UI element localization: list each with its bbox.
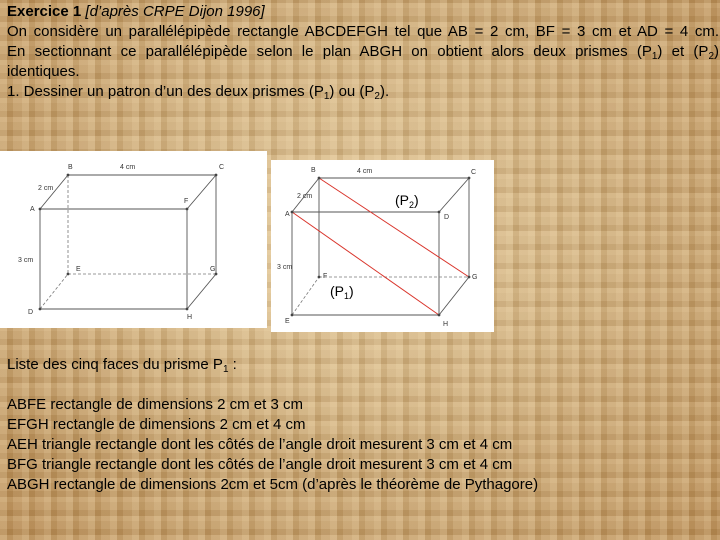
- vertex-label-E: E: [285, 318, 290, 325]
- prism-label-P2-close: ): [414, 192, 419, 208]
- edge-AB: [40, 175, 68, 209]
- sectioned-cuboid-drawing: [271, 160, 494, 332]
- face-item: BFG triangle rectangle dont les côtés de l’angle droit mesurent 3 cm et 4 cm: [7, 456, 513, 473]
- vertex-label-B: B: [311, 167, 316, 174]
- dimension-top: 4 cm: [357, 168, 373, 175]
- prism-label-P1-open: (P: [330, 283, 344, 299]
- exercise-number: Exercice 1: [7, 3, 82, 20]
- statement-line-2-part-a: En sectionnant ce parallélépipède selon le plan ABGH on obtient alors deux prismes (P: [7, 43, 652, 60]
- vertex-label-B: B: [68, 164, 73, 171]
- prism-label-P2: [395, 192, 419, 210]
- cuboid-drawing: [0, 151, 267, 328]
- faces-list: [7, 395, 719, 495]
- dimension-height: 3 cm: [277, 264, 293, 271]
- face-item: AEH triangle rectangle dont les côtés de l’angle droit mesurent 3 cm et 4 cm: [7, 436, 513, 453]
- dimension-top: 4 cm: [120, 164, 136, 171]
- exercise-statement: [7, 2, 719, 102]
- section-line-AH: [292, 212, 439, 315]
- sectioned-vertices: [291, 177, 471, 317]
- edge-DC: [439, 178, 469, 212]
- vertex-label-E: E: [76, 266, 81, 273]
- subscript: 1: [323, 91, 330, 102]
- subscript: 2: [374, 91, 380, 102]
- vertex-label-A: A: [30, 206, 35, 213]
- vertex-label-A: A: [285, 211, 290, 218]
- exercise-source: [d’après CRPE Dijon 1996]: [85, 3, 265, 20]
- edge-IG: [187, 274, 216, 309]
- hidden-edge-EF: [292, 277, 319, 315]
- vertex-label-F: F: [184, 198, 189, 205]
- vertex-label-D: D: [28, 309, 34, 316]
- sectioned-hidden-edges: [292, 277, 469, 315]
- edge-HG: [439, 277, 469, 315]
- dimension-depth: 2 cm: [38, 185, 54, 192]
- sectioned-cuboid-figure: [271, 160, 494, 332]
- dimension-height: 3 cm: [18, 257, 34, 264]
- statement-line-3: identiques.: [7, 63, 80, 80]
- faces-heading-colon: :: [228, 356, 237, 373]
- section-line-BG: [319, 178, 469, 277]
- statement-line-2-part-b: ) et (P: [657, 43, 709, 60]
- prism-label-P2-sub: 2: [409, 200, 415, 210]
- subscript: 1: [651, 51, 658, 62]
- prism-label-P1: [330, 283, 354, 301]
- vertex-label-C: C: [219, 164, 225, 171]
- section-plane-ABGH: [292, 178, 469, 315]
- question-1: [7, 82, 719, 102]
- edge-FC: [187, 175, 216, 209]
- vertex-label-G: G: [472, 274, 478, 281]
- face-item: ABGH rectangle de dimensions 2cm et 5cm (d’après le théorème de Pythagore): [7, 476, 539, 493]
- face-item: ABFE rectangle de dimensions 2 cm et 3 cm: [7, 396, 303, 413]
- exercise-title: [7, 2, 719, 22]
- statement-line-2: [7, 42, 719, 62]
- question-1-part-c: ).: [379, 83, 390, 100]
- question-1-part-b: ) ou (P: [329, 83, 375, 100]
- cuboid-hidden-edges: [40, 175, 216, 309]
- subscript: 1: [222, 364, 229, 375]
- faces-section: [7, 355, 719, 495]
- vertex-label-G: G: [210, 266, 216, 273]
- vertex-label-H: H: [187, 314, 193, 321]
- faces-heading-text: Liste des cinq faces du prisme P: [7, 356, 223, 373]
- statement-line-1: On considère un parallélépipède rectangle ABCDEFGH tel que AB = 2 cm, BF = 3 cm et AD = 4 cm.: [7, 23, 719, 40]
- faces-heading: [7, 355, 719, 375]
- sectioned-cuboid-edges: [292, 178, 469, 315]
- question-1-part-a: 1. Dessiner un patron d’un des deux prismes (P: [7, 83, 324, 100]
- hidden-edge-DE: [40, 274, 68, 309]
- statement-line-2-part-c: ): [714, 43, 719, 60]
- prism-label-P1-close: ): [349, 283, 354, 299]
- prism-label-P2-open: (P: [395, 192, 409, 208]
- vertex-label-D: D: [444, 214, 450, 221]
- vertex-label-F: F: [323, 273, 328, 280]
- cuboid-vertices: [39, 174, 218, 311]
- vertex-label-H: H: [443, 321, 449, 328]
- prism-label-P1-sub: 1: [344, 291, 350, 301]
- vertex-label-C: C: [471, 169, 477, 176]
- face-item: EFGH rectangle de dimensions 2 cm et 4 cm: [7, 416, 306, 433]
- cuboid-edges: [40, 175, 216, 309]
- dimension-depth: 2 cm: [297, 193, 313, 200]
- cuboid-figure: [0, 151, 267, 328]
- subscript: 2: [708, 51, 714, 62]
